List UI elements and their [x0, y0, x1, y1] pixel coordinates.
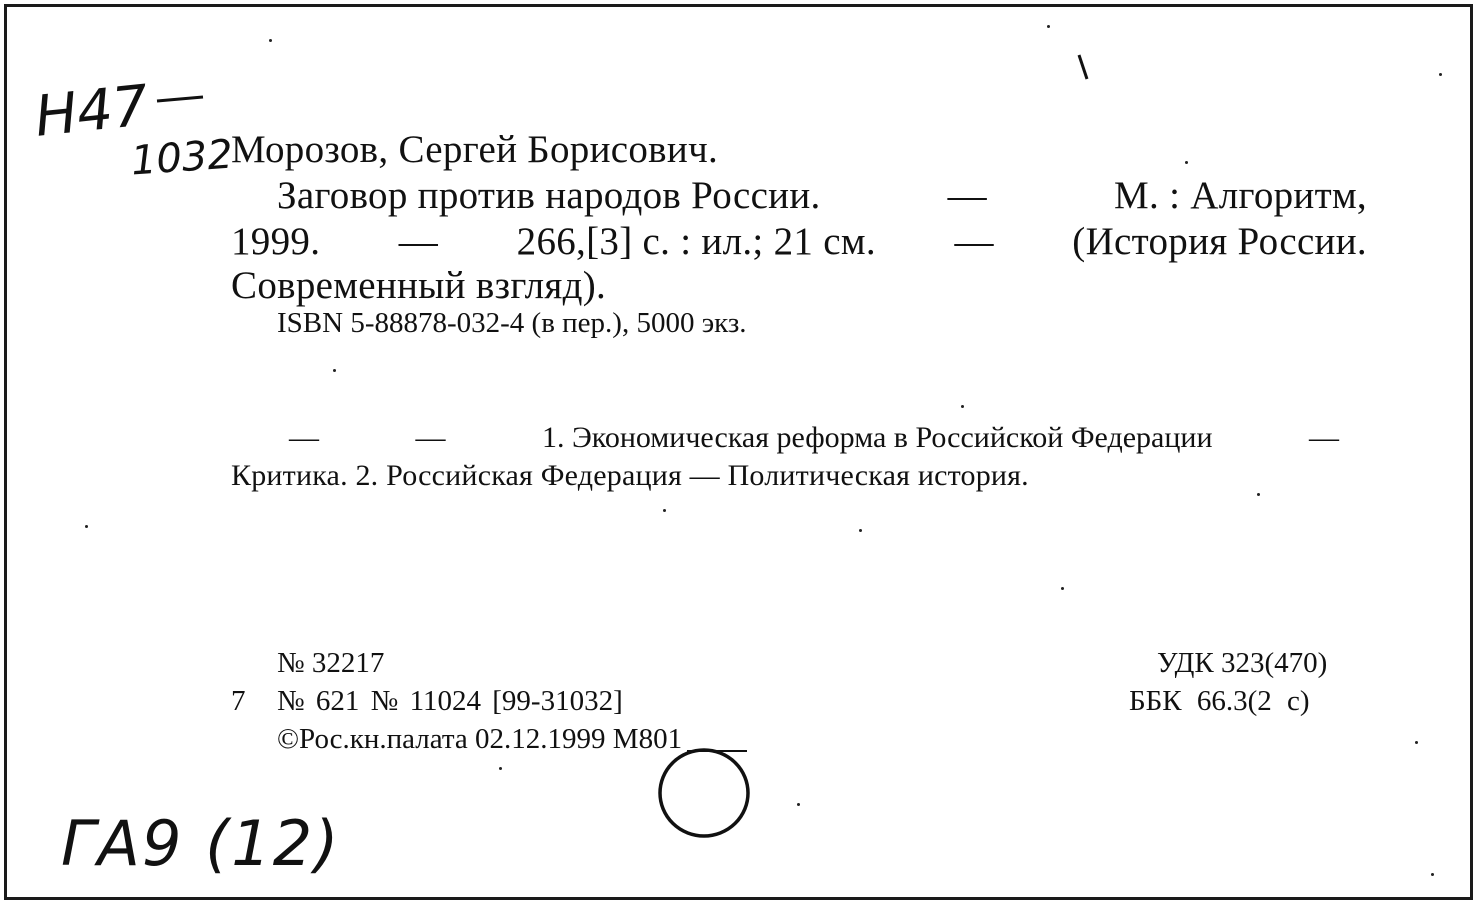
handwritten-call-number-top: Н47 [31, 73, 152, 150]
scan-speck [1257, 493, 1260, 496]
scan-speck [961, 405, 964, 408]
scan-speck [499, 767, 502, 770]
catalog-card [4, 4, 1473, 900]
scan-speck [1415, 741, 1418, 744]
scan-speck [269, 39, 272, 42]
scan-speck [1439, 73, 1442, 76]
title-text: Заговор против народов России. [277, 174, 821, 217]
pen-stroke [1079, 55, 1087, 79]
scan-speck [797, 803, 800, 806]
dash: — [398, 220, 439, 263]
subjects-line-2: Критика. 2. Российская Федерация — Политическая история. [231, 459, 1029, 492]
scan-speck [85, 525, 88, 528]
scan-speck [859, 529, 862, 532]
scan-speck [663, 509, 666, 512]
extent: 266,[3] с. : ил.; 21 см. [516, 220, 876, 263]
scan-speck [1431, 873, 1434, 876]
dash: — [1309, 421, 1339, 454]
bbk-code: ББК 66.3(2 с) [1129, 685, 1310, 717]
udk-code: УДК 323(470) [1157, 647, 1328, 679]
card-prefix: 7 [231, 685, 246, 717]
handwritten-shelf-mark: ГА9 (12) [61, 807, 341, 880]
scan-speck [1047, 25, 1050, 28]
scan-speck [1061, 587, 1064, 590]
scan-speck [333, 369, 336, 372]
isbn-line: ISBN 5-88878-032-4 (в пер.), 5000 экз. [277, 307, 747, 339]
card-number: № 32217 [277, 647, 385, 679]
scan-speck [1185, 161, 1188, 164]
dash: — [954, 220, 994, 263]
pen-dash [157, 97, 203, 101]
order-line: № 621 № 11024 [99-31032] [277, 685, 623, 717]
pen-marks [7, 7, 1473, 900]
book-chamber-line: ©Рос.кн.палата 02.12.1999 М801 [277, 723, 683, 755]
series: (История России. [1072, 220, 1367, 263]
dash: — [947, 174, 987, 217]
stamp-circle-icon [660, 750, 748, 836]
subject-1: 1. Экономическая реформа в Российской Федерации [541, 421, 1213, 454]
publisher: М. : Алгоритм, [1114, 174, 1367, 217]
author-heading: Морозов, Сергей Борисович. [231, 128, 719, 171]
dash: — [415, 421, 446, 454]
dash: — [289, 421, 319, 454]
year: 1999. [231, 220, 321, 263]
title-line-3: Современный взгляд). [231, 264, 607, 307]
handwritten-call-number-bottom: 1032 [129, 131, 235, 185]
